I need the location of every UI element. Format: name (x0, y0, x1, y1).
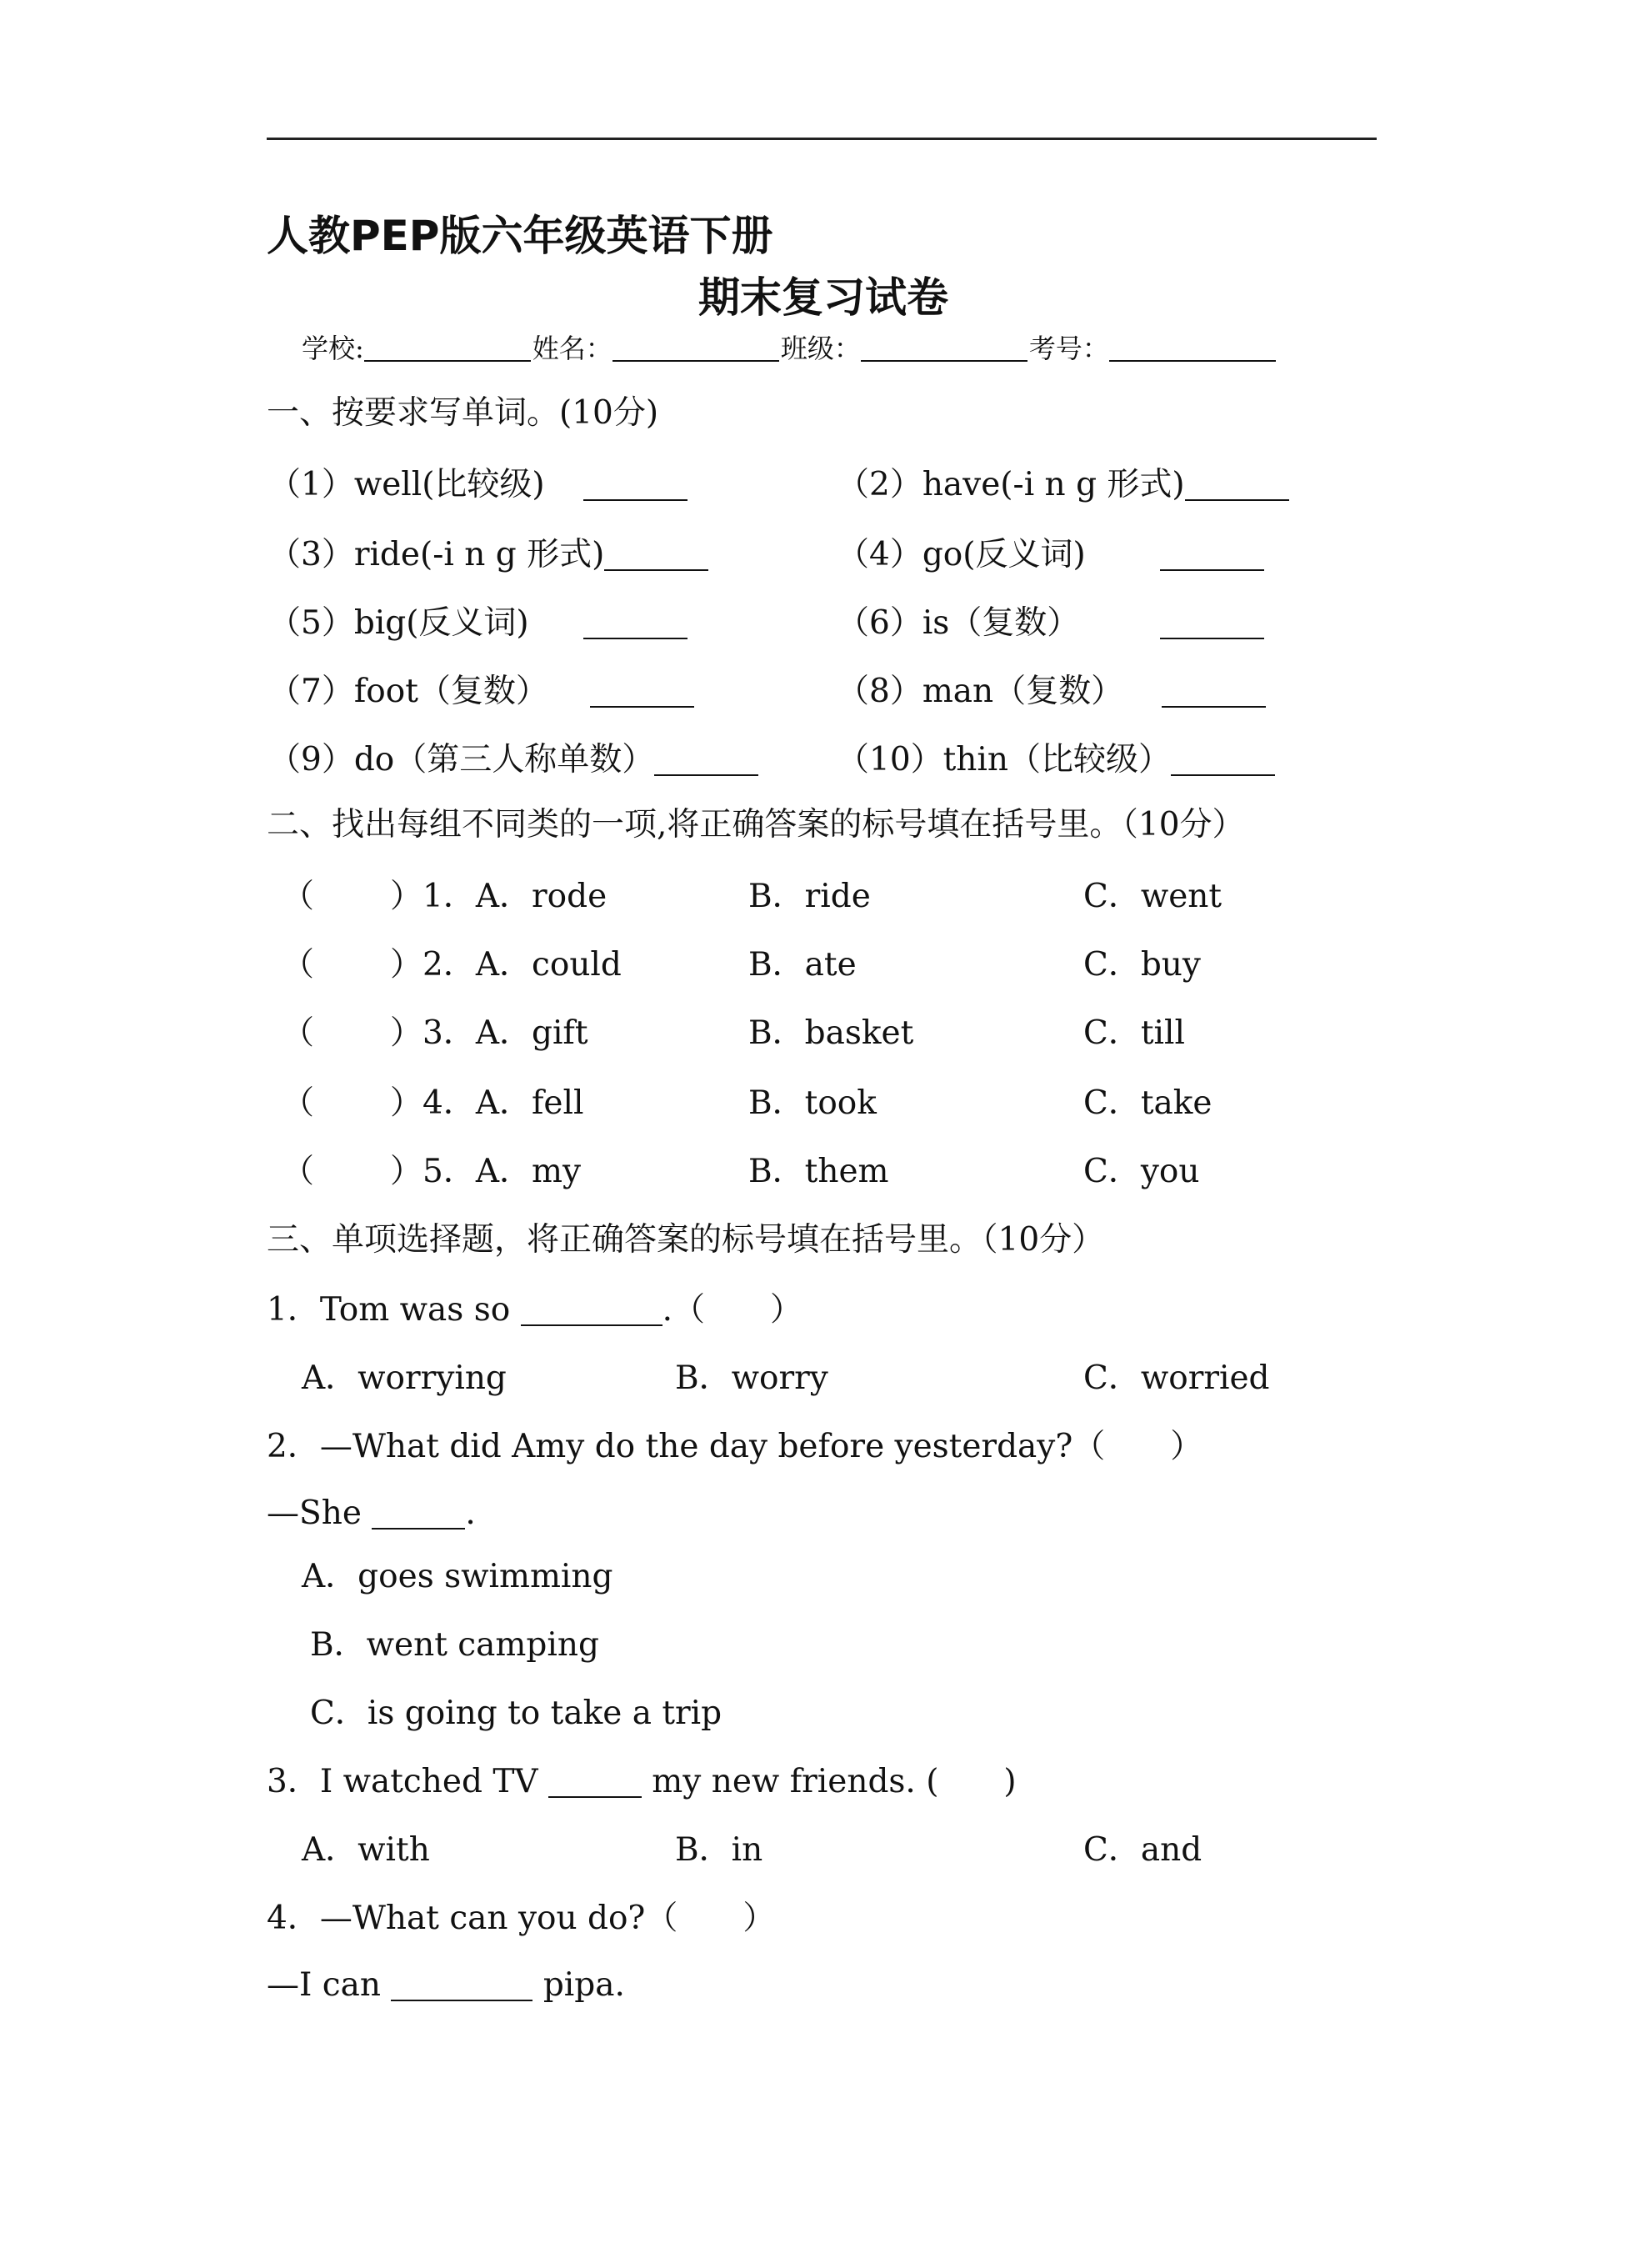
answer-blank[interactable] (1185, 471, 1289, 501)
paren-open: （ (282, 878, 315, 915)
option-b: B．basket (748, 1014, 914, 1052)
name-label: 姓名： (532, 333, 612, 364)
option-c: C．worried (1083, 1359, 1270, 1397)
word-item: （7）foot（复数） (268, 673, 548, 710)
option-b: B．ate (748, 946, 857, 984)
name-blank[interactable] (612, 335, 779, 362)
exam-subtitle: 期末复习试卷 (698, 273, 948, 322)
question-2: 2．—What did Amy do the day before yesterday?（ ） (267, 1428, 1203, 1465)
option-c: C．you (1083, 1153, 1200, 1190)
word-item: （9）do（第三人称单数） (268, 743, 758, 776)
option-a: A．worrying (302, 1359, 507, 1397)
answer-blank[interactable] (590, 675, 694, 708)
answer-blank[interactable] (548, 1768, 642, 1798)
option-c: C．is going to take a trip (310, 1695, 722, 1732)
top-rule (267, 138, 1377, 140)
odd-one-item: ）3．A．gift (390, 1014, 588, 1052)
question-1: 1．Tom was so .（ ） (267, 1291, 802, 1329)
word-item: （5）big(反义词) (268, 604, 529, 642)
option-b: B．went camping (310, 1626, 599, 1664)
word-item: （10）thin（比较级） (837, 743, 1275, 776)
word-item: （8）man（复数） (837, 673, 1124, 710)
option-b: B．took (748, 1084, 877, 1122)
answer-blank[interactable] (1160, 538, 1264, 571)
option-c: C．till (1083, 1014, 1185, 1052)
option-b: B．worry (675, 1359, 828, 1397)
answer-blank[interactable] (372, 1499, 465, 1530)
paren-open: （ (282, 1153, 315, 1190)
word-item: （4）go(反义词) (837, 536, 1086, 573)
odd-one-item: ）1．A．rode (390, 878, 608, 915)
answer-blank[interactable] (391, 1971, 532, 2001)
exam-title: 人教PEP版六年级英语下册 (267, 212, 773, 260)
answer-blank[interactable] (521, 1296, 662, 1326)
option-c: C．and (1083, 1831, 1202, 1869)
question-2-reply: —She . (267, 1494, 476, 1532)
answer-blank[interactable] (654, 746, 758, 776)
answer-blank[interactable] (583, 468, 688, 501)
answer-blank[interactable] (583, 607, 688, 639)
answer-blank[interactable] (1160, 607, 1264, 639)
question-4: 4．—What can you do?（ ） (267, 1900, 776, 1937)
odd-one-item: ）5．A．my (390, 1153, 582, 1190)
odd-one-item: ）4．A．fell (390, 1084, 584, 1122)
paren-open: （ (282, 1084, 315, 1122)
number-blank[interactable] (1109, 335, 1276, 362)
option-c: C．buy (1083, 946, 1201, 984)
option-c: C．take (1083, 1084, 1212, 1122)
number-label: 考号： (1028, 333, 1109, 364)
option-b: B．ride (748, 878, 871, 915)
option-a: A．with (302, 1831, 430, 1869)
section1-heading: 一、按要求写单词。(10分) (267, 394, 659, 432)
section3-heading: 三、单项选择题，将正确答案的标号填在括号里。（10分） (267, 1221, 1105, 1259)
answer-blank[interactable] (604, 541, 708, 571)
question-4-reply: —I can pipa. (267, 1966, 625, 2004)
paren-open: （ (282, 946, 315, 984)
word-item: （2）have(-i n g 形式) (837, 468, 1289, 501)
option-b: B．in (675, 1831, 763, 1869)
word-item: （6）is（复数） (837, 604, 1080, 642)
paren-open: （ (282, 1014, 315, 1052)
word-item: （3）ride(-i n g 形式) (268, 538, 708, 571)
option-a: A．goes swimming (302, 1558, 613, 1595)
word-item: （1）well(比较级) (268, 466, 545, 503)
answer-blank[interactable] (1162, 675, 1266, 708)
option-b: B．them (748, 1153, 889, 1190)
odd-one-item: ）2．A．could (390, 946, 622, 984)
class-blank[interactable] (861, 335, 1028, 362)
option-c: C．went (1083, 878, 1222, 915)
student-info-line (302, 335, 1278, 362)
section2-heading: 二、找出每组不同类的一项,将正确答案的标号填在括号里。（10分） (267, 806, 1245, 844)
class-label: 班级： (780, 333, 861, 364)
school-blank[interactable] (364, 335, 531, 362)
question-3: 3．I watched TV my new friends. ( ) (267, 1763, 1017, 1800)
answer-blank[interactable] (1171, 746, 1275, 776)
school-label: 学校: (302, 333, 364, 364)
